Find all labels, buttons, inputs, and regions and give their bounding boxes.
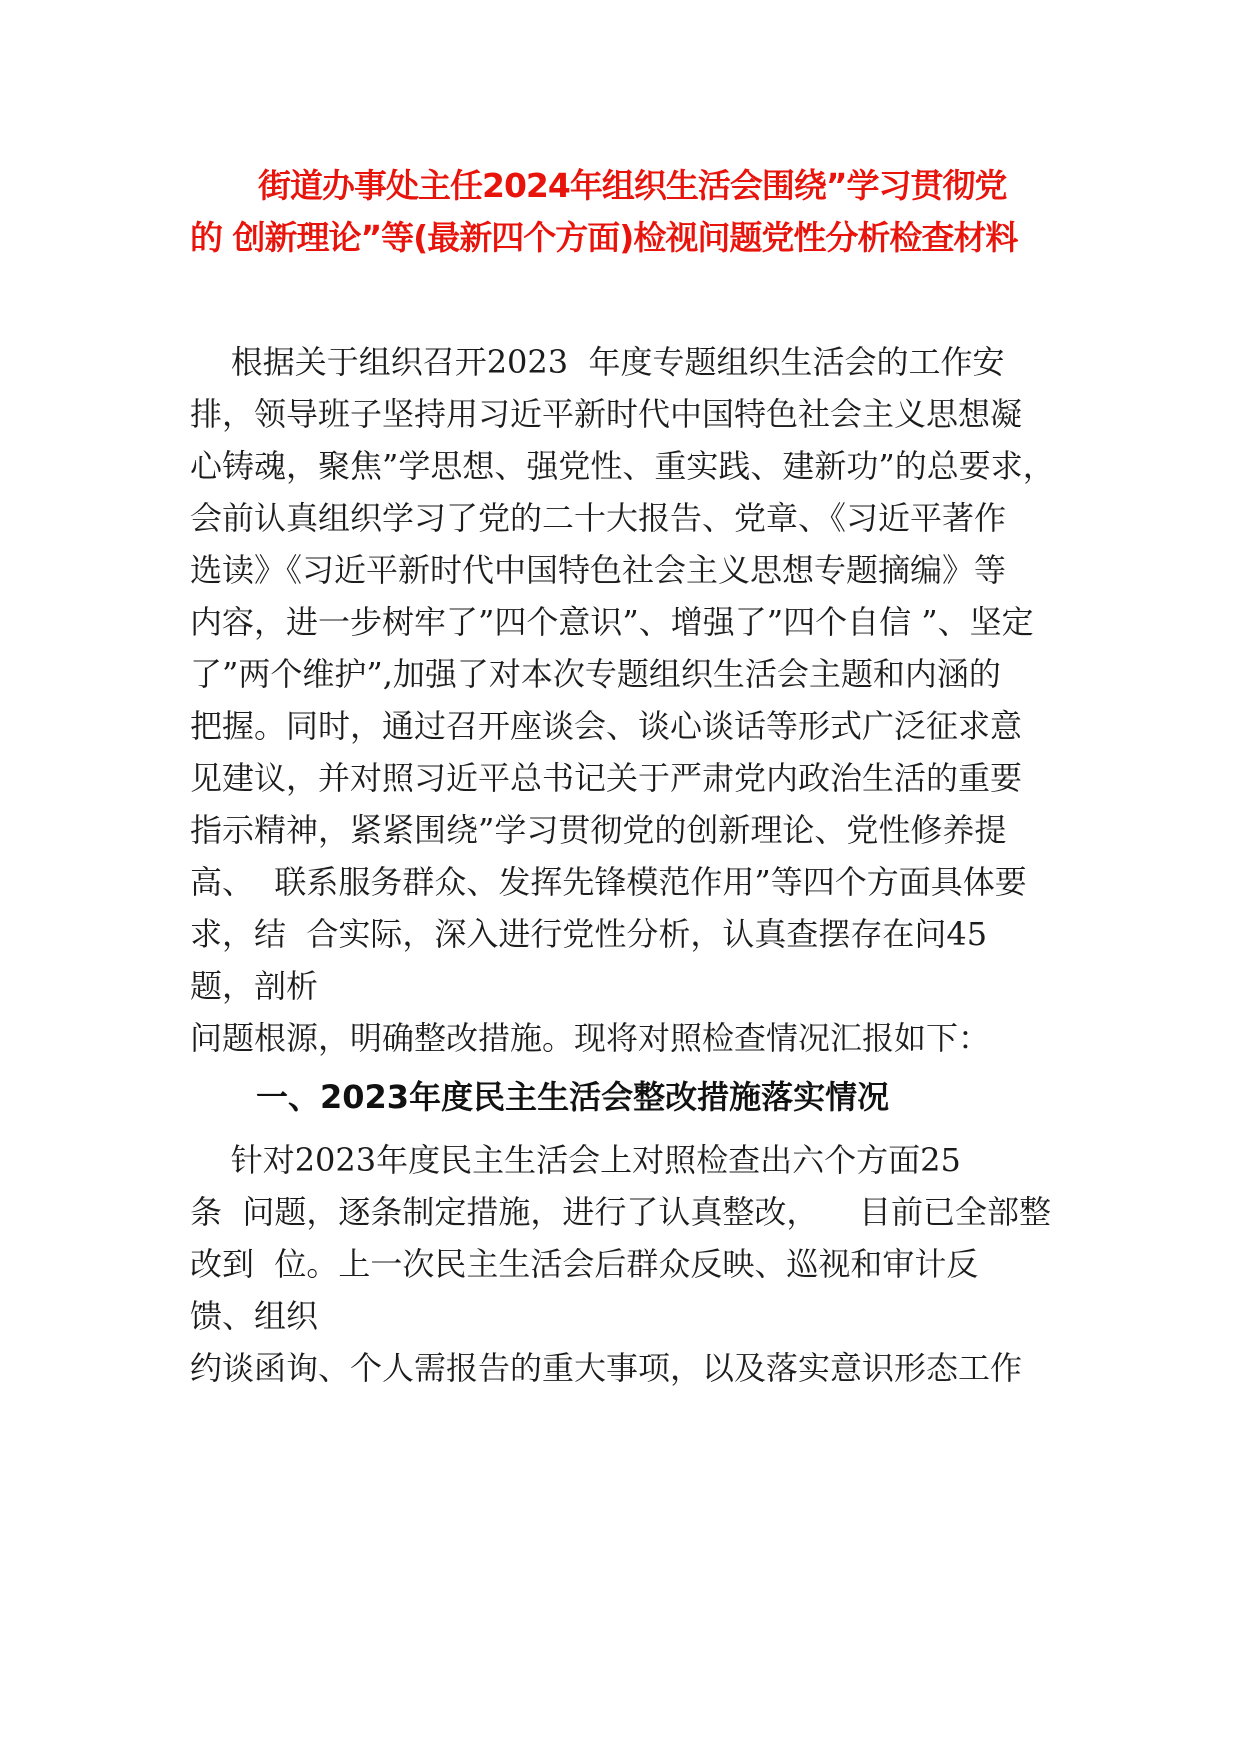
intro-paragraph-line: 见建议，并对照习近平总书记关于严肃党内政治生活的重要 — [190, 759, 1023, 797]
section-paragraph-line: 约谈函询、个人需报告的重大事项，以及落实意识形态工作 — [190, 1349, 1023, 1387]
intro-paragraph-line: 问题根源，明确整改措施。现将对照检查情况汇报如下： — [190, 1019, 991, 1057]
document-title-line-2: 的 创新理论”等(最新四个方面)检视问题党性分析检查材料 — [190, 218, 1018, 257]
section-paragraph-line: 改到 位。上一次民主生活会后群众反映、巡视和审计反 — [190, 1245, 979, 1283]
intro-paragraph-line: 求，结 合实际，深入进行党性分析，认真查摆存在问45 — [190, 915, 988, 953]
intro-paragraph-line: 了”两个维护”,加强了对本次专题组织生活会主题和内涵的 — [190, 655, 1001, 693]
intro-paragraph-line: 指示精神，紧紧围绕”学习贯彻党的创新理论、党性修养提 — [190, 811, 1007, 849]
section-paragraph-line: 针对2023年度民主生活会上对照检查出六个方面25 — [190, 1141, 961, 1179]
intro-paragraph-line: 把握。同时，通过召开座谈会、谈心谈话等形式广泛征求意 — [190, 707, 1023, 745]
intro-paragraph-line: 内容，进一步树牢了”四个意识”、增强了”四个自信 ”、坚定 — [190, 603, 1034, 641]
intro-paragraph-line: 选读》《习近平新时代中国特色社会主义思想专题摘编》等 — [190, 551, 1007, 589]
intro-paragraph-line: 题，剖析 — [190, 967, 319, 1005]
document-title-line-1: 街道办事处主任2024年组织生活会围绕”学习贯彻党 — [258, 166, 1007, 205]
section-paragraph-line: 条 问题，逐条制定措施，进行了认真整改， 目前已全部整 — [190, 1193, 1052, 1231]
intro-paragraph-line: 会前认真组织学习了党的二十大报告、党章、《习近平著作 — [190, 499, 1007, 537]
intro-paragraph-line: 高、 联系服务群众、发挥先锋模范作用”等四个方面具体要 — [190, 863, 1027, 901]
section-heading: 一、2023年度民主生活会整改措施落实情况 — [256, 1078, 890, 1116]
intro-paragraph-line: 排，领导班子坚持用习近平新时代中国特色社会主义思想凝 — [190, 395, 1023, 433]
section-paragraph-line: 馈、组织 — [190, 1297, 319, 1335]
intro-paragraph-line: 根据关于组织召开2023 年度专题组织生活会的工作安 — [190, 343, 1005, 381]
intro-paragraph-line: 心铸魂，聚焦”学思想、强党性、重实践、建新功”的总要求， — [190, 447, 1055, 485]
